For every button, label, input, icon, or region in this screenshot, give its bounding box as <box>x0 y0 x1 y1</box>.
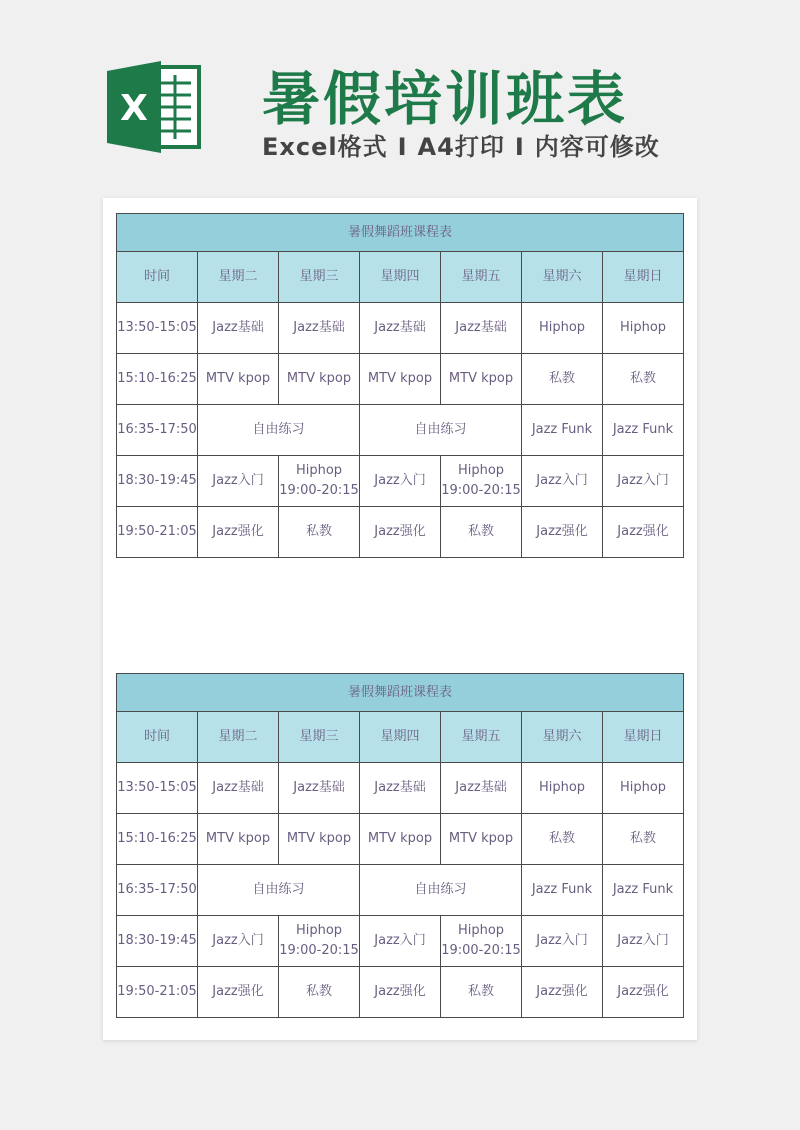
cell-text: Jazz基础 <box>293 780 345 795</box>
class-cell <box>603 405 684 456</box>
cell-text: 自由练习 <box>252 422 305 437</box>
cell-text: Jazz强化 <box>536 524 588 539</box>
column-header: 星期五 <box>441 252 522 303</box>
excel-logo-letter: X <box>120 88 148 129</box>
cell-text: MTV kpop <box>367 371 433 386</box>
class-cell <box>441 507 522 558</box>
cell-text: 15:10-16:25 <box>117 371 197 386</box>
time-cell <box>117 456 198 507</box>
table-title: 暑假舞蹈班课程表 <box>117 214 684 252</box>
class-cell <box>603 354 684 405</box>
class-cell <box>522 456 603 507</box>
cell-text: 私教 <box>305 984 332 999</box>
cell-text: 私教 <box>629 831 656 846</box>
cell-text: MTV kpop <box>205 371 271 386</box>
cell-text: 自由练习 <box>252 882 305 897</box>
class-cell <box>198 303 279 354</box>
cell-text: 18:30-19:45 <box>117 933 197 948</box>
header <box>0 0 800 190</box>
class-cell <box>198 865 360 916</box>
class-cell <box>441 456 522 507</box>
column-header: 星期四 <box>360 252 441 303</box>
column-header: 星期五 <box>441 712 522 763</box>
cell-text: Jazz基础 <box>374 780 426 795</box>
class-cell <box>279 303 360 354</box>
cell-text: Jazz强化 <box>536 984 588 999</box>
class-cell <box>522 916 603 967</box>
table-row <box>117 354 684 405</box>
class-cell <box>279 456 360 507</box>
cell-text: MTV kpop <box>448 831 514 846</box>
table-row <box>117 814 684 865</box>
column-header: 星期日 <box>603 252 684 303</box>
class-cell <box>279 763 360 814</box>
cell-text: Jazz入门 <box>617 933 669 948</box>
cell-text: Jazz强化 <box>374 524 426 539</box>
cell-text: Jazz入门 <box>536 933 588 948</box>
cell-text: Jazz基础 <box>212 320 264 335</box>
cell-text: 自由练习 <box>414 422 467 437</box>
class-cell <box>198 456 279 507</box>
table-row <box>117 507 684 558</box>
cell-text: Jazz强化 <box>374 984 426 999</box>
class-cell <box>603 303 684 354</box>
class-cell <box>198 763 279 814</box>
cell-text: MTV kpop <box>286 371 352 386</box>
class-cell <box>441 916 522 967</box>
class-cell <box>198 354 279 405</box>
cell-text: Hiphop <box>619 780 667 795</box>
cell-text: Jazz基础 <box>455 780 507 795</box>
cell-text: Jazz入门 <box>374 933 426 948</box>
cell-text: Jazz Funk <box>531 882 593 897</box>
cell-text: Jazz Funk <box>612 422 674 437</box>
cell-text: 私教 <box>548 831 575 846</box>
column-header: 星期二 <box>198 712 279 763</box>
cell-text: 私教 <box>305 524 332 539</box>
cell-text: Jazz入门 <box>536 473 588 488</box>
cell-text: 私教 <box>629 371 656 386</box>
time-cell <box>117 814 198 865</box>
cell-text: 18:30-19:45 <box>117 473 197 488</box>
cell-text: 私教 <box>548 371 575 386</box>
cell-text: 15:10-16:25 <box>117 831 197 846</box>
cell-text: MTV kpop <box>205 831 271 846</box>
table-row <box>117 303 684 354</box>
class-cell <box>279 916 360 967</box>
time-cell <box>117 507 198 558</box>
class-cell <box>279 354 360 405</box>
class-cell <box>441 763 522 814</box>
column-header: 星期三 <box>279 252 360 303</box>
cell-text: Jazz入门 <box>374 473 426 488</box>
subtitle-part-editable: 内容可修改 <box>534 133 660 161</box>
class-cell <box>198 507 279 558</box>
cell-text: 私教 <box>467 984 494 999</box>
cell-text: Hiphop <box>538 320 586 335</box>
cell-text: Hiphop <box>295 463 343 478</box>
cell-text: Jazz入门 <box>212 473 264 488</box>
cell-text: Jazz强化 <box>212 984 264 999</box>
class-cell <box>441 814 522 865</box>
class-cell <box>360 507 441 558</box>
cell-text: Jazz基础 <box>293 320 345 335</box>
cell-text: Jazz强化 <box>212 524 264 539</box>
schedule-table <box>116 673 684 1018</box>
cell-text: 19:00-20:15 <box>279 483 359 498</box>
class-cell <box>360 763 441 814</box>
class-cell <box>522 865 603 916</box>
class-cell <box>603 865 684 916</box>
class-cell <box>522 405 603 456</box>
table-row <box>117 916 684 967</box>
subtitle-part-format: Excel格式 <box>262 133 388 161</box>
time-cell <box>117 354 198 405</box>
cell-text: Jazz基础 <box>374 320 426 335</box>
class-cell <box>360 814 441 865</box>
class-cell <box>441 967 522 1018</box>
cell-text: Jazz基础 <box>212 780 264 795</box>
column-header: 星期六 <box>522 252 603 303</box>
cell-text: Hiphop <box>457 923 505 938</box>
class-cell <box>522 507 603 558</box>
column-header: 星期二 <box>198 252 279 303</box>
cell-text: Hiphop <box>295 923 343 938</box>
class-cell <box>198 405 360 456</box>
class-cell <box>279 967 360 1018</box>
class-cell <box>198 814 279 865</box>
cell-text: Hiphop <box>538 780 586 795</box>
class-cell <box>603 763 684 814</box>
class-cell <box>603 916 684 967</box>
cell-text: 19:00-20:15 <box>441 483 521 498</box>
class-cell <box>360 916 441 967</box>
subtitle-separator: I <box>514 133 525 161</box>
table-header-row <box>117 712 684 763</box>
table-title-row <box>117 214 684 252</box>
class-cell <box>279 814 360 865</box>
cell-text: MTV kpop <box>448 371 514 386</box>
class-cell <box>603 456 684 507</box>
class-cell <box>441 354 522 405</box>
class-cell <box>360 865 522 916</box>
cell-text: 16:35-17:50 <box>117 882 197 897</box>
class-cell <box>603 507 684 558</box>
column-header: 星期六 <box>522 712 603 763</box>
cell-text: 私教 <box>467 524 494 539</box>
class-cell <box>198 916 279 967</box>
class-cell <box>603 967 684 1018</box>
time-cell <box>117 967 198 1018</box>
excel-icon <box>103 57 203 157</box>
class-cell <box>603 814 684 865</box>
class-cell <box>279 507 360 558</box>
cell-text: Jazz入门 <box>617 473 669 488</box>
class-cell <box>522 763 603 814</box>
class-cell <box>522 967 603 1018</box>
cell-text: 19:00-20:15 <box>441 943 521 958</box>
time-cell <box>117 763 198 814</box>
class-cell <box>441 303 522 354</box>
table-title-row <box>117 674 684 712</box>
schedule-table <box>116 213 684 558</box>
class-cell <box>360 967 441 1018</box>
document-page <box>103 198 697 1040</box>
class-cell <box>522 354 603 405</box>
class-cell <box>198 967 279 1018</box>
subtitle-separator: I <box>397 133 408 161</box>
table-row <box>117 405 684 456</box>
cell-text: 13:50-15:05 <box>117 320 197 335</box>
cell-text: Jazz强化 <box>617 524 669 539</box>
cell-text: MTV kpop <box>367 831 433 846</box>
cell-text: 16:35-17:50 <box>117 422 197 437</box>
cell-text: Hiphop <box>457 463 505 478</box>
subtitle-part-print: A4打印 <box>417 133 505 161</box>
class-cell <box>522 814 603 865</box>
column-header: 星期日 <box>603 712 684 763</box>
page-title: 暑假培训班表 <box>262 65 629 133</box>
cell-text: MTV kpop <box>286 831 352 846</box>
subtitle <box>262 127 660 162</box>
table-row <box>117 456 684 507</box>
cell-text: 19:00-20:15 <box>279 943 359 958</box>
cell-text: Jazz强化 <box>617 984 669 999</box>
column-header: 星期三 <box>279 712 360 763</box>
class-cell <box>360 354 441 405</box>
cell-text: Jazz Funk <box>612 882 674 897</box>
table-header-row <box>117 252 684 303</box>
cell-text: Jazz Funk <box>531 422 593 437</box>
column-header: 时间 <box>117 712 198 763</box>
cell-text: 自由练习 <box>414 882 467 897</box>
cell-text: Hiphop <box>619 320 667 335</box>
column-header: 星期四 <box>360 712 441 763</box>
table-row <box>117 763 684 814</box>
cell-text: 19:50-21:05 <box>117 984 197 999</box>
time-cell <box>117 916 198 967</box>
time-cell <box>117 865 198 916</box>
class-cell <box>522 303 603 354</box>
class-cell <box>360 456 441 507</box>
table-row <box>117 865 684 916</box>
cell-text: 19:50-21:05 <box>117 524 197 539</box>
cell-text: Jazz基础 <box>455 320 507 335</box>
column-header: 时间 <box>117 252 198 303</box>
class-cell <box>360 303 441 354</box>
table-row <box>117 967 684 1018</box>
time-cell <box>117 303 198 354</box>
class-cell <box>360 405 522 456</box>
cell-text: 13:50-15:05 <box>117 780 197 795</box>
table-title: 暑假舞蹈班课程表 <box>117 674 684 712</box>
time-cell <box>117 405 198 456</box>
cell-text: Jazz入门 <box>212 933 264 948</box>
